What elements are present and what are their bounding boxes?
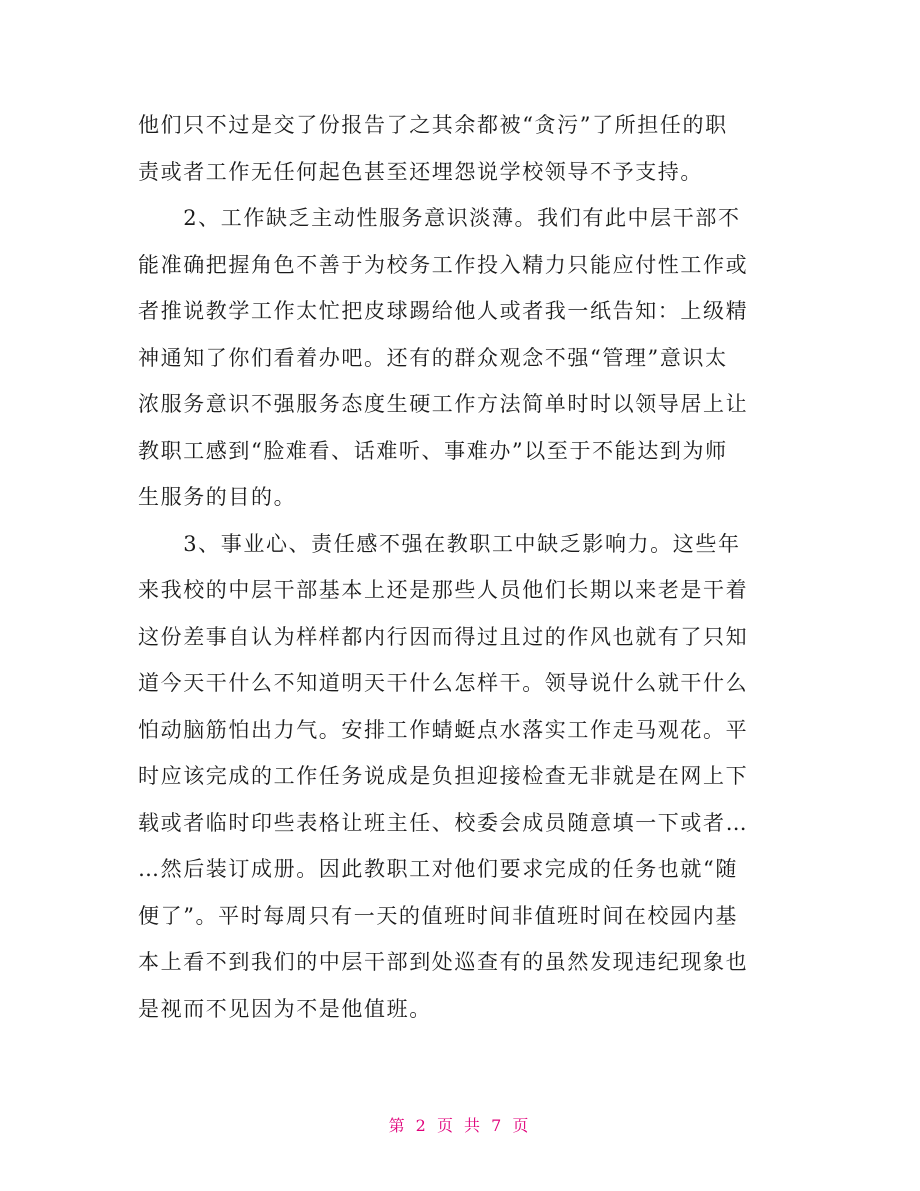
text-line: 神通知了你们看着办吧。还有的群众观念不强“管理”意识太 — [138, 345, 728, 370]
text-line: 责或者工作无任何起色甚至还埋怨说学校领导不予支持。 — [138, 159, 703, 184]
text-line: 是视而不见因为不是他值班。 — [138, 996, 432, 1021]
text-line: 这份差事自认为样样都内行因而得过且过的作风也就有了只知 — [138, 624, 749, 649]
text-line: 怕动脑筋怕出力气。安排工作蜻蜓点水落实工作走马观花。平 — [138, 717, 749, 742]
text-line: 能准确把握角色不善于为校务工作投入精力只能应付性工作或 — [138, 252, 749, 277]
text-line: 他们只不过是交了份报告了之其余都被“贪污”了所担任的职 — [138, 113, 728, 137]
text-line: 来我校的中层干部基本上还是那些人员他们长期以来老是干着 — [138, 578, 749, 602]
text-line: 时应该完成的工作任务说成是负担迎接检查无非就是在网上下 — [138, 764, 749, 788]
text-line: 浓服务意识不强服务态度生硬工作方法简单时时以领导居上让 — [138, 392, 749, 416]
text-line: 生服务的目的。 — [138, 485, 297, 509]
text-line: …然后装订成册。因此教职工对他们要求完成的任务也就“随 — [138, 857, 738, 881]
body-text — [138, 102, 788, 1032]
text-line: 便了”。平时每周只有一天的值班时间非值班时间在校园内基 — [138, 903, 738, 928]
text-line: 载或者临时印些表格让班主任、校委会成员随意填一下或者… — [138, 810, 749, 835]
text-line: 3、事业心、责任感不强在教职工中缺乏影响力。这些年 — [138, 531, 741, 556]
page-number-footer: 第 2 页 共 7 页 — [388, 1116, 532, 1135]
text-line: 2、工作缺乏主动性服务意识淡薄。我们有此中层干部不 — [138, 206, 741, 230]
text-line: 教职工感到“脸难看、话难听、事难办”以至于不能达到为师 — [138, 438, 728, 463]
text-line: 者推说教学工作太忙把皮球踢给他人或者我一纸告知：上级精 — [138, 299, 749, 323]
text-line: 道今天干什么不知道明天干什么怎样干。领导说什么就干什么 — [138, 671, 749, 695]
text-line: 本上看不到我们的中层干部到处巡查有的虽然发现违纪现象也 — [138, 950, 749, 974]
